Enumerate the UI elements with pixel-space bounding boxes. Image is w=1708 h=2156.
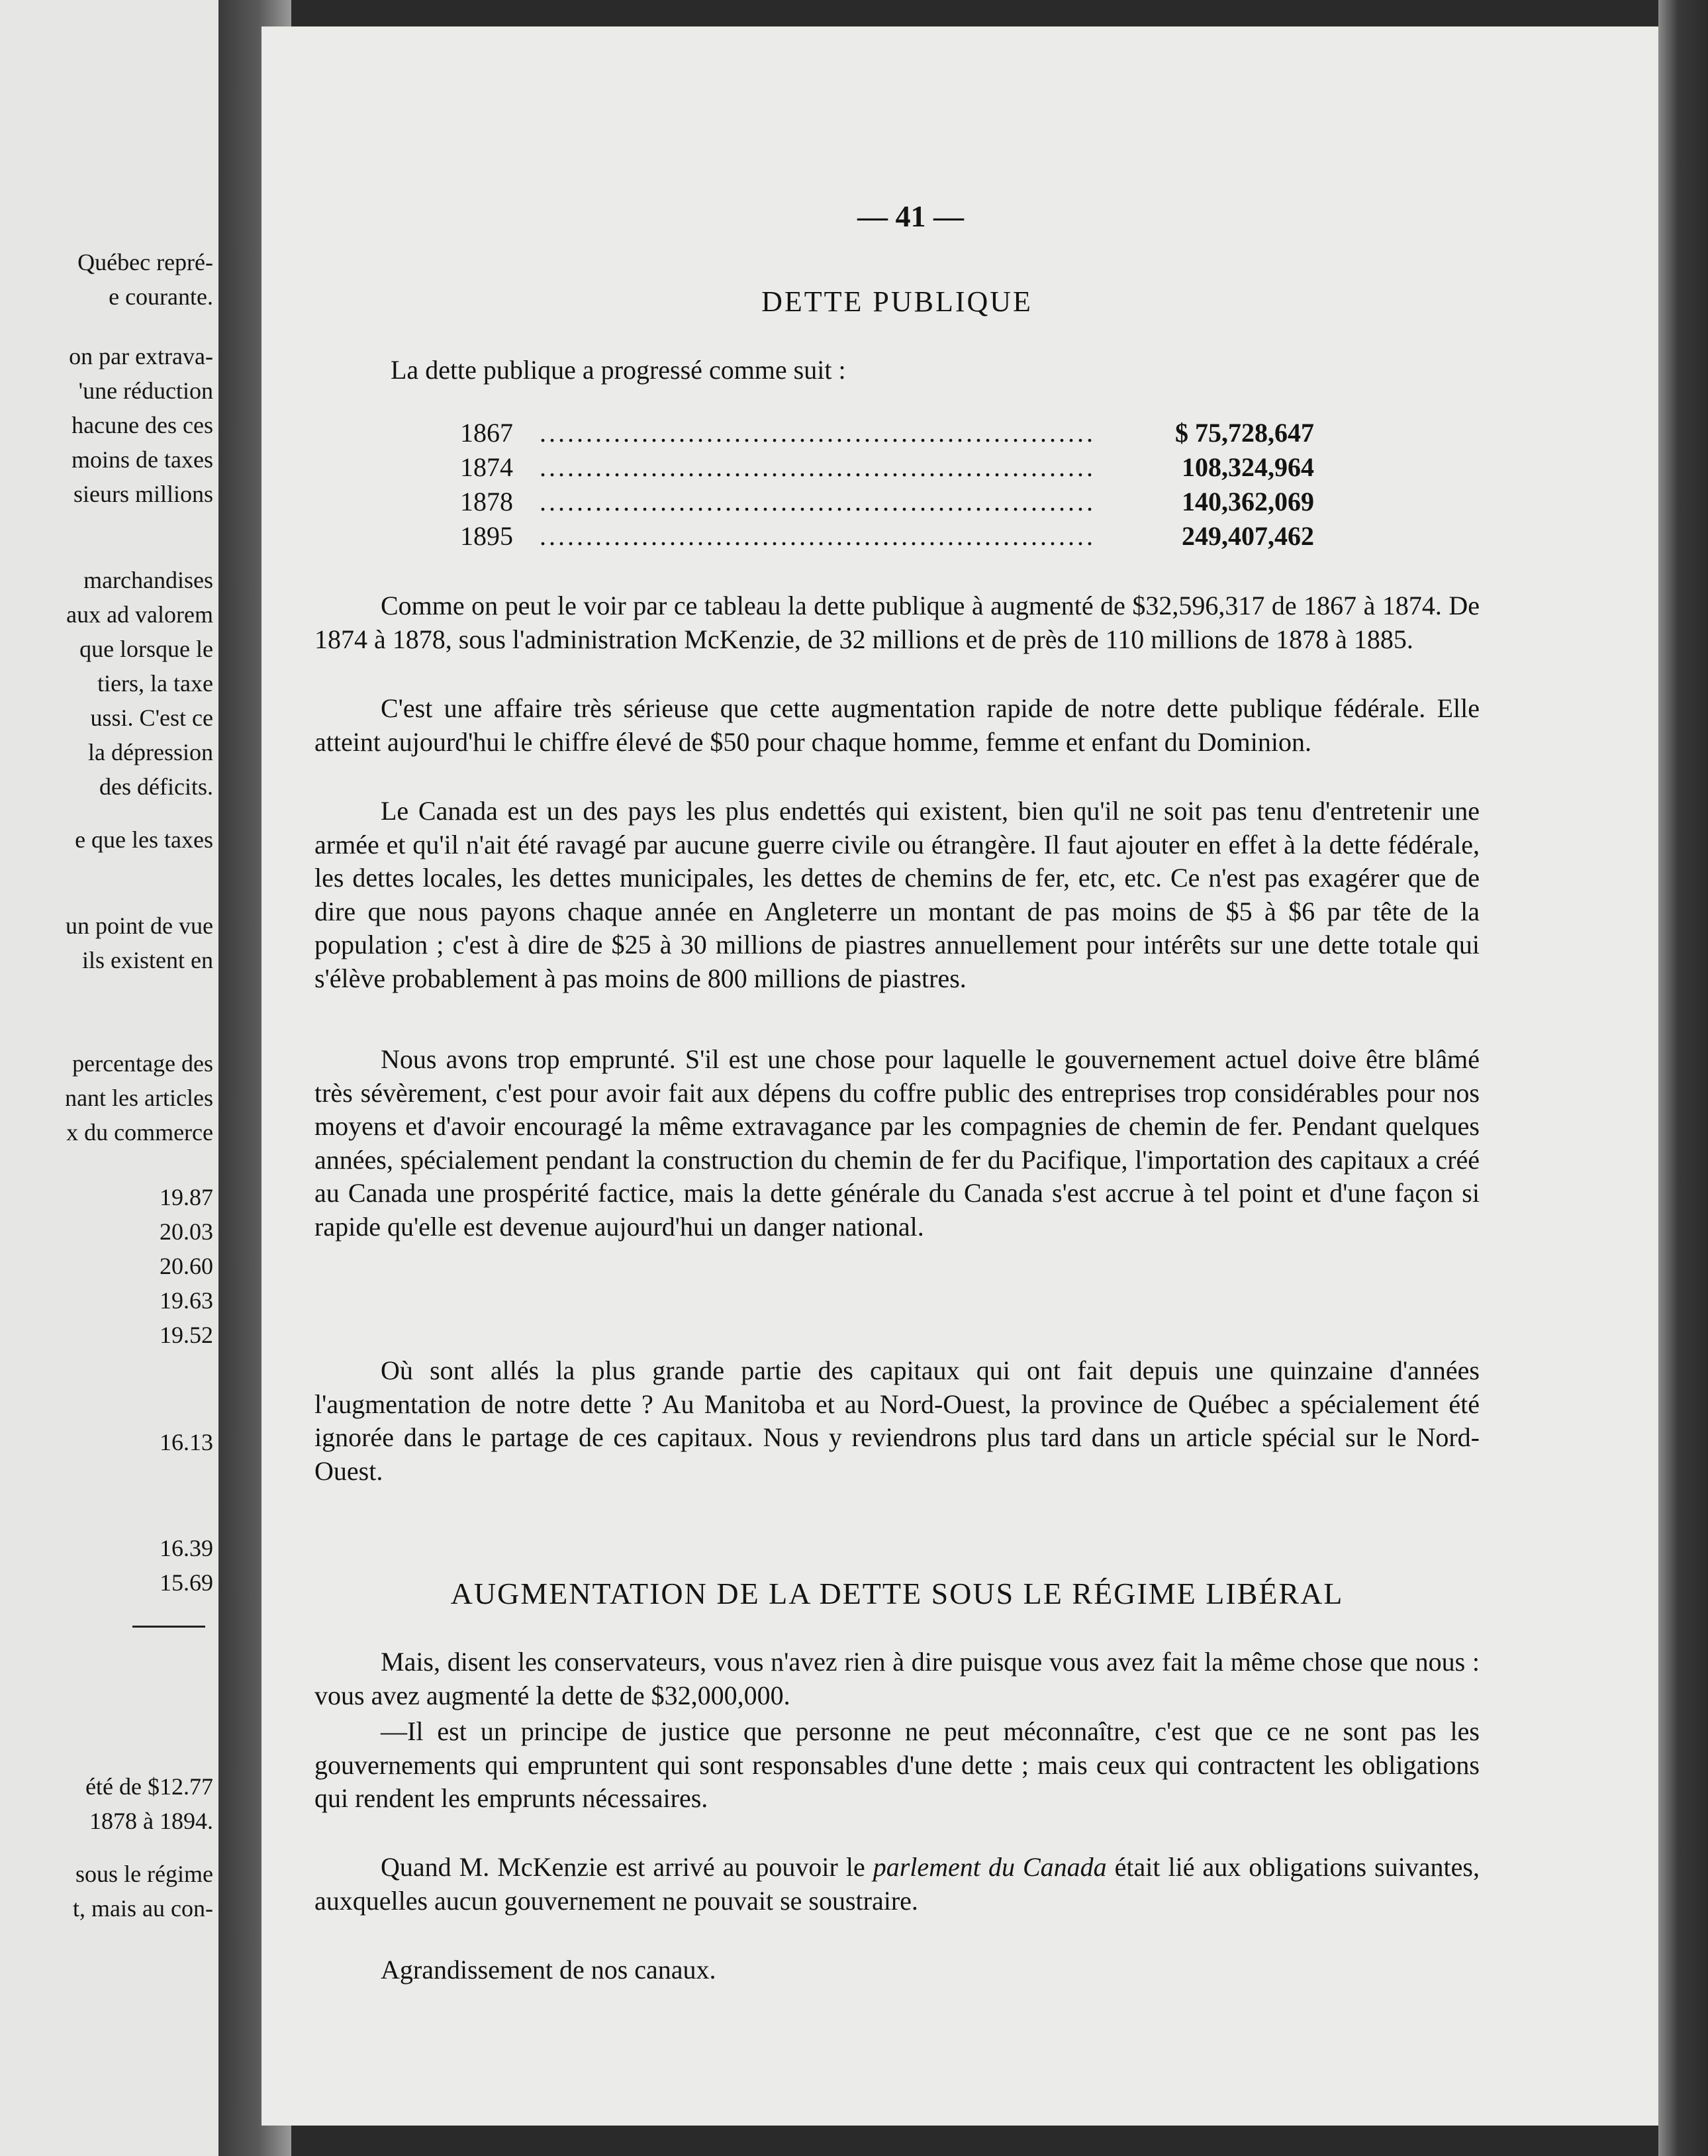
paragraph-text: Où sont allés la plus grande partie des capitaux qui ont fait depuis une quinzaine d'années l'augmentation de notre dette ? Au Manitoba et au Nord-Ouest, la province de Québec a spécialement été ignorée dans le partage de ces capitaux. Nous y reviendrons plus tard dans un article spécial sur le Nord-Ouest. bbox=[314, 1355, 1480, 1486]
left-page-line: ils existent en bbox=[82, 947, 213, 973]
paragraph bbox=[314, 1043, 1480, 1244]
left-page-line: 20.60 bbox=[160, 1253, 213, 1279]
page bbox=[261, 26, 1658, 2126]
paragraph bbox=[314, 1645, 1480, 1712]
paragraph bbox=[314, 1953, 1480, 1987]
left-page-line: 19.87 bbox=[160, 1184, 213, 1210]
left-page-line: ussi. C'est ce bbox=[90, 705, 213, 731]
left-page-line: 19.63 bbox=[160, 1287, 213, 1314]
left-page-line: x du commerce bbox=[66, 1119, 213, 1146]
debt-table bbox=[460, 417, 1314, 555]
section-title-augmentation: AUGMENTATION DE LA DETTE SOUS LE RÉGIME LIBÉRAL bbox=[450, 1577, 1344, 1610]
left-page-line: des déficits. bbox=[99, 773, 213, 800]
left-page-line: e que les taxes bbox=[75, 826, 213, 853]
paragraph-text: Nous avons trop emprunté. S'il est une chose pour laquelle le gouvernement actuel doive être blâmé très sévèrement, c'est pour avoir fait aux dépens du coffre public des entreprises trop considérables pour nos moyens et d'avoir encouragé la même extravagance par les compagnies de chemin de fer. Pendant quelques années, spécialement pendant la construction du chemin de fer du Pacifique, l'importation des capitaux a créé au Canada une prospérité factice, mais la dette générale du Canada s'est accrue à tel point et d'une façon si rapide qu'elle est devenue aujourd'hui un danger national. bbox=[314, 1044, 1480, 1242]
left-page-line: été de $12.77 bbox=[85, 1773, 213, 1800]
left-page-line: la dépression bbox=[88, 739, 213, 765]
left-page-line: 16.13 bbox=[160, 1429, 213, 1455]
left-page-line: sous le régime bbox=[75, 1861, 213, 1887]
left-page-line: 20.03 bbox=[160, 1218, 213, 1245]
paragraph-text: était lié aux obligations suivantes, auxquelles aucun gouvernement ne pouvait se soustraire. bbox=[314, 1852, 1480, 1916]
left-page-line: moins de taxes bbox=[71, 446, 213, 473]
debt-amount: 108,324,964 bbox=[1182, 452, 1314, 482]
right-book-edge bbox=[1658, 0, 1708, 2156]
paragraph-text: Le Canada est un des pays les plus endettés qui existent, bien qu'il ne soit pas tenu d'entretenir une armée et qu'il n'ait été ravagé par aucune guerre civile ou étrangère. Il faut ajouter en effet à la dette fédérale, les dettes locales, les dettes municipales, les dettes de chemins de fer, etc, etc. Ce n'est pas exagérer que de dire que nous payons chaque année en Angleterre un montant de pas moins de $5 à $6 par tête de la population ; c'est à dire de $25 à 30 millions de piastres annuellement pour intérêts sur une dette totale qui s'élève probablement à pas moins de 800 millions de piastres. bbox=[314, 796, 1480, 993]
debt-year: 1895 bbox=[460, 521, 513, 551]
debt-year: 1874 bbox=[460, 452, 513, 482]
left-page-line: e courante. bbox=[109, 283, 213, 310]
left-page-line: un point de vue bbox=[66, 912, 213, 939]
section-title-dette-publique: DETTE PUBLIQUE bbox=[761, 285, 1033, 318]
left-page-line: Québec repré- bbox=[77, 249, 213, 275]
leader-dots: ............................................................ bbox=[540, 452, 1096, 482]
debt-row bbox=[460, 520, 1314, 555]
debt-amount: 140,362,069 bbox=[1182, 487, 1314, 516]
left-page-line: tiers, la taxe bbox=[97, 670, 213, 697]
debt-year: 1878 bbox=[460, 487, 513, 516]
left-page-line: 15.69 bbox=[160, 1569, 213, 1596]
left-page-line: sieurs millions bbox=[73, 481, 213, 507]
paragraph-text: —Il est un principe de justice que personne ne peut méconnaître, c'est que ce ne sont pas les gouvernements qui empruntent qui sont responsables d'une dette ; mais ceux qui contractent les obligations qui rendent les emprunts nécessaires. bbox=[314, 1716, 1480, 1813]
left-page-line: on par extrava- bbox=[69, 343, 213, 369]
left-page-rule bbox=[132, 1626, 205, 1628]
paragraph-text: C'est une affaire très sérieuse que cette augmentation rapide de notre dette publique fédérale. Elle atteint aujourd'hui le chiffre élevé de $50 pour chaque homme, femme et enfant du Dominion. bbox=[314, 693, 1480, 757]
paragraph-text: Quand M. McKenzie est arrivé au pouvoir le bbox=[381, 1852, 873, 1882]
paragraph bbox=[314, 692, 1480, 759]
page-number: — 41 — bbox=[857, 199, 964, 233]
leader-dots: ............................................................ bbox=[540, 487, 1096, 516]
paragraph-text: Mais, disent les conservateurs, vous n'avez rien à dire puisque vous avez fait la même chose que nous : vous avez augmenté la dette de $32,000,000. bbox=[314, 1647, 1480, 1710]
intro-line: La dette publique a progressé comme suit : bbox=[391, 355, 846, 385]
paragraph-text: Agrandissement de nos canaux. bbox=[381, 1955, 716, 1984]
debt-row bbox=[460, 417, 1314, 452]
left-page-edge bbox=[0, 0, 218, 2156]
left-page-line: aux ad valorem bbox=[66, 601, 213, 628]
leader-dots: ............................................................ bbox=[540, 521, 1096, 551]
debt-amount: $ 75,728,647 bbox=[1175, 418, 1314, 448]
left-page-line: t, mais au con- bbox=[73, 1895, 213, 1922]
leader-dots: ............................................................ bbox=[540, 418, 1096, 448]
debt-row bbox=[460, 452, 1314, 486]
debt-amount: 249,407,462 bbox=[1182, 521, 1314, 551]
paragraph bbox=[314, 1851, 1480, 1918]
left-page-line: percentage des bbox=[72, 1050, 213, 1077]
left-page-line: nant les articles bbox=[65, 1085, 213, 1111]
paragraph bbox=[314, 589, 1480, 656]
paragraph bbox=[314, 795, 1480, 995]
paragraph-text: Comme on peut le voir par ce tableau la dette publique à augmenté de $32,596,317 de 1867 à 1874. De 1874 à 1878, sous l'administration McKenzie, de 32 millions et de près de 110 millions de 1878 à 1885. bbox=[314, 591, 1480, 654]
paragraph bbox=[314, 1354, 1480, 1488]
paragraph-italic: parlement du Canada bbox=[873, 1852, 1107, 1882]
left-page-line: 'une réduction bbox=[78, 377, 213, 404]
left-page-line: que lorsque le bbox=[79, 636, 213, 662]
debt-row bbox=[460, 486, 1314, 520]
left-page-line: hacune des ces bbox=[71, 412, 213, 438]
left-page-line: 19.52 bbox=[160, 1322, 213, 1348]
debt-year: 1867 bbox=[460, 418, 513, 448]
paragraph bbox=[314, 1715, 1480, 1816]
left-page-line: marchandises bbox=[83, 567, 213, 593]
left-page-line: 1878 à 1894. bbox=[89, 1808, 213, 1834]
left-page-line: 16.39 bbox=[160, 1535, 213, 1561]
